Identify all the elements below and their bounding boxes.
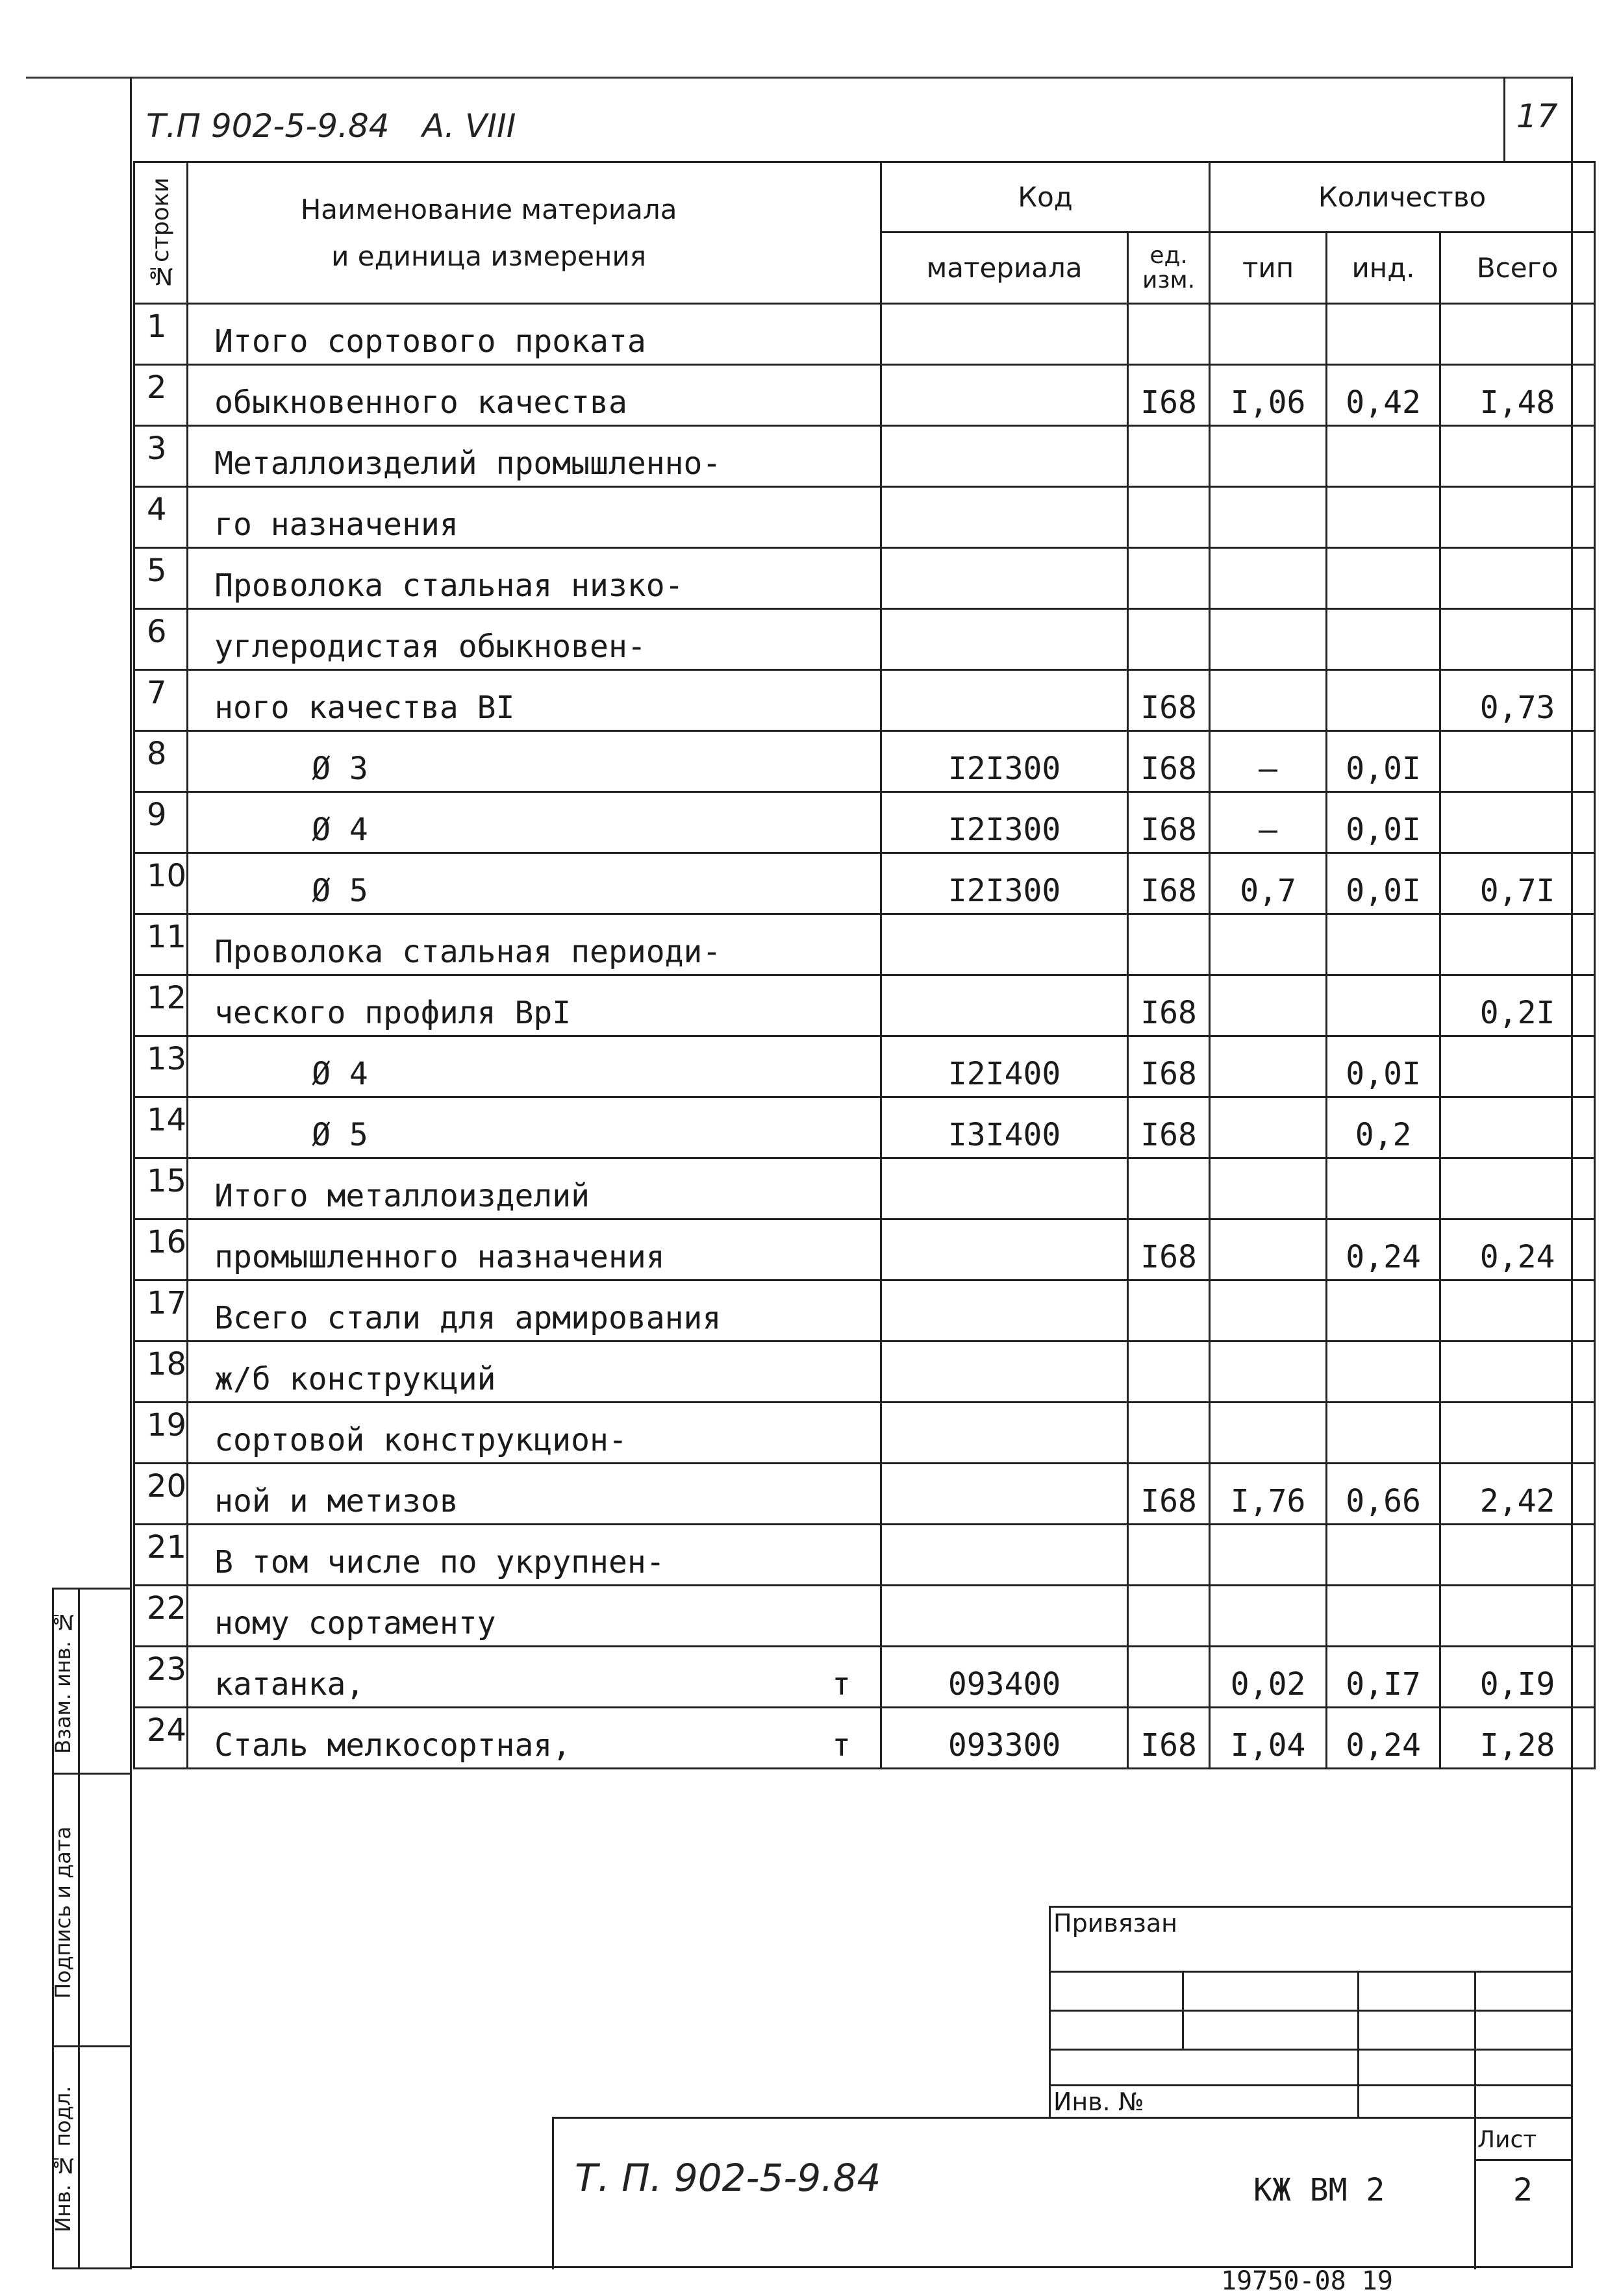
list-value: 2 [1513, 2172, 1533, 2208]
row-qty-total: 0,2I [1440, 975, 1595, 1036]
row-name-text: Итого металлоизделий [214, 1178, 590, 1214]
header-name [188, 162, 881, 304]
privyazan-line-2 [1049, 2010, 1573, 2012]
row-unit-code [1128, 1647, 1210, 1708]
row-qty-total [1440, 304, 1595, 365]
row-material-code [881, 1403, 1128, 1464]
row-number: 22 [134, 1586, 188, 1647]
row-name [188, 1036, 881, 1097]
privyazan-label: Привязан [1053, 1909, 1177, 1938]
row-material-code: 093400 [881, 1647, 1128, 1708]
row-name-text: Ø 5 [312, 1117, 368, 1153]
row-material-code [881, 609, 1128, 670]
row-name [188, 1525, 881, 1586]
row-qty-ind: 0,I7 [1327, 1647, 1440, 1708]
row-name [188, 1586, 881, 1647]
row-number: 9 [134, 792, 188, 853]
table-row [134, 1036, 1595, 1097]
row-qty-total: 0,7I [1440, 853, 1595, 914]
row-unit-code: I68 [1128, 1219, 1210, 1280]
row-unit-code: I68 [1128, 1708, 1210, 1769]
row-material-code [881, 914, 1128, 975]
row-name [188, 1158, 881, 1219]
row-qty-type [1210, 1586, 1327, 1647]
row-number: 18 [134, 1341, 188, 1403]
row-name-text: ж/б конструкций [214, 1361, 496, 1397]
row-qty-ind [1327, 304, 1440, 365]
row-material-code [881, 1341, 1128, 1403]
header-album: А. VIII [422, 107, 516, 145]
privyazan-line-4 [1049, 2084, 1573, 2086]
row-qty-total [1440, 1158, 1595, 1219]
row-name [188, 1708, 881, 1769]
row-number: 10 [134, 853, 188, 914]
row-name [188, 304, 881, 365]
header-quantity: Количество [1210, 162, 1595, 232]
row-name [188, 1219, 881, 1280]
row-material-code: I2I300 [881, 792, 1128, 853]
row-qty-type [1210, 1525, 1327, 1586]
row-name [188, 1403, 881, 1464]
table-row [134, 365, 1595, 426]
header-code-material: материала [881, 232, 1128, 304]
row-qty-ind: 0,42 [1327, 365, 1440, 426]
stamp-mark: КЖ ВМ 2 [1253, 2172, 1385, 2208]
row-unit-code: I68 [1128, 731, 1210, 792]
row-qty-type: I,04 [1210, 1708, 1327, 1769]
row-name-text: Ø 3 [312, 751, 368, 787]
row-qty-total: 0,24 [1440, 1219, 1595, 1280]
side-stamp-vline [78, 1588, 80, 2269]
table-row [134, 792, 1595, 853]
table-row [134, 1219, 1595, 1280]
table-row [134, 975, 1595, 1036]
side-stamp-vzam-inv: Взам. инв. № [51, 1610, 75, 1754]
row-qty-type [1210, 670, 1327, 731]
row-number: 17 [134, 1280, 188, 1341]
row-qty-ind [1327, 1280, 1440, 1341]
row-qty-type [1210, 1097, 1327, 1158]
row-unit-code [1128, 1525, 1210, 1586]
archive-number: 19750-08 19 [1221, 2266, 1393, 2296]
row-unit-code: I68 [1128, 670, 1210, 731]
row-material-code [881, 1464, 1128, 1525]
row-qty-ind [1327, 670, 1440, 731]
row-name [188, 609, 881, 670]
row-qty-total [1440, 1586, 1595, 1647]
row-material-code [881, 1586, 1128, 1647]
stamp-doc-code: Т. П. 902-5-9.84 [575, 2156, 881, 2200]
row-name [188, 1341, 881, 1403]
row-name-text: ному сортаменту [214, 1605, 496, 1641]
side-stamp-podpis: Подпись и дата [51, 1826, 75, 1999]
row-name-text: промышленного назначения [214, 1239, 665, 1275]
page-number: 17 [1516, 97, 1558, 135]
row-qty-ind [1327, 487, 1440, 548]
row-number: 6 [134, 609, 188, 670]
row-qty-ind [1327, 426, 1440, 487]
row-qty-type [1210, 1341, 1327, 1403]
row-unit-code [1128, 609, 1210, 670]
row-number: 14 [134, 1097, 188, 1158]
row-material-code: 093300 [881, 1708, 1128, 1769]
row-name-text: го назначения [214, 506, 458, 543]
row-name [188, 792, 881, 853]
row-number: 7 [134, 670, 188, 731]
row-qty-total [1440, 1525, 1595, 1586]
table-row [134, 1525, 1595, 1586]
row-name [188, 975, 881, 1036]
row-number: 2 [134, 365, 188, 426]
table-row [134, 1280, 1595, 1341]
table-row [134, 853, 1595, 914]
row-unit-code [1128, 914, 1210, 975]
table-row [134, 1158, 1595, 1219]
row-unit-code [1128, 1158, 1210, 1219]
row-qty-ind: 0,24 [1327, 1708, 1440, 1769]
row-qty-type: – [1210, 792, 1327, 853]
row-unit-code [1128, 548, 1210, 609]
row-qty-ind [1327, 1341, 1440, 1403]
privyazan-line-1 [1049, 1971, 1573, 1973]
row-name [188, 731, 881, 792]
table-row [134, 914, 1595, 975]
side-stamp-inv-podl: Инв. № подл. [51, 2086, 75, 2232]
header-qty-type: тип [1210, 232, 1327, 304]
row-name-text: ного качества ВI [214, 690, 515, 726]
privyazan-line-3 [1049, 2049, 1573, 2051]
row-qty-total: 0,73 [1440, 670, 1595, 731]
row-qty-type [1210, 609, 1327, 670]
row-material-code [881, 1525, 1128, 1586]
row-unit-code [1128, 1341, 1210, 1403]
row-number: 12 [134, 975, 188, 1036]
row-qty-type: 0,02 [1210, 1647, 1327, 1708]
list-divider [1474, 2159, 1573, 2161]
row-material-code [881, 1219, 1128, 1280]
row-unit-code [1128, 1403, 1210, 1464]
row-unit-code: I68 [1128, 792, 1210, 853]
row-material-code [881, 426, 1128, 487]
table-row [134, 1341, 1595, 1403]
row-name-text: Сталь мелкосортная, [214, 1727, 571, 1764]
row-unit: т [832, 1666, 851, 1703]
row-name [188, 548, 881, 609]
row-name-text: Ø 4 [312, 1056, 368, 1092]
row-qty-total [1440, 731, 1595, 792]
header-qty-ind: инд. [1327, 232, 1440, 304]
row-qty-ind [1327, 914, 1440, 975]
row-name-text: сортовой конструкцион- [214, 1422, 627, 1458]
row-qty-ind: 0,0I [1327, 853, 1440, 914]
row-material-code: I2I300 [881, 731, 1128, 792]
row-qty-total [1440, 1280, 1595, 1341]
row-name [188, 426, 881, 487]
row-qty-total: 2,42 [1440, 1464, 1595, 1525]
row-material-code [881, 1280, 1128, 1341]
row-number: 5 [134, 548, 188, 609]
table-row [134, 609, 1595, 670]
row-number: 23 [134, 1647, 188, 1708]
row-qty-total [1440, 487, 1595, 548]
row-name-text: Проволока стальная низко- [214, 568, 684, 604]
materials-table [133, 161, 1596, 1769]
row-unit-code [1128, 1586, 1210, 1647]
row-qty-total [1440, 1403, 1595, 1464]
row-unit-code: I68 [1128, 1097, 1210, 1158]
row-name [188, 914, 881, 975]
row-name [188, 1647, 881, 1708]
row-qty-ind [1327, 548, 1440, 609]
row-material-code [881, 548, 1128, 609]
row-unit-code: I68 [1128, 1464, 1210, 1525]
table-row [134, 1464, 1595, 1525]
inv-no-label: Инв. № [1053, 2088, 1144, 2116]
side-stamp-divider-2 [52, 2045, 132, 2047]
row-number: 21 [134, 1525, 188, 1586]
row-qty-total [1440, 1341, 1595, 1403]
row-qty-ind [1327, 1525, 1440, 1586]
row-name-text: катанка, [214, 1666, 365, 1703]
row-qty-ind [1327, 1158, 1440, 1219]
row-material-code [881, 975, 1128, 1036]
row-name-text: Ø 5 [312, 873, 368, 909]
row-name [188, 1464, 881, 1525]
row-qty-total [1440, 609, 1595, 670]
row-unit-code [1128, 304, 1210, 365]
row-qty-type [1210, 1280, 1327, 1341]
table-row [134, 426, 1595, 487]
row-name [188, 853, 881, 914]
row-number: 19 [134, 1403, 188, 1464]
side-stamp-divider-1 [52, 1773, 132, 1775]
row-qty-total [1440, 548, 1595, 609]
row-unit: т [832, 1727, 851, 1764]
row-name-text: В том числе по укрупнен- [214, 1544, 665, 1580]
header-name-line-2: и единица измерения [331, 240, 647, 272]
row-qty-type [1210, 914, 1327, 975]
row-qty-type: I,76 [1210, 1464, 1327, 1525]
row-qty-ind [1327, 1586, 1440, 1647]
row-name-text: Ø 4 [312, 812, 368, 848]
row-qty-total [1440, 1097, 1595, 1158]
row-qty-type [1210, 975, 1327, 1036]
header-doc-code: Т.П 902-5-9.84 [146, 107, 390, 145]
row-unit-code [1128, 1280, 1210, 1341]
row-qty-ind [1327, 609, 1440, 670]
row-qty-type [1210, 1403, 1327, 1464]
row-unit-code: I68 [1128, 1036, 1210, 1097]
row-material-code: I2I400 [881, 1036, 1128, 1097]
row-material-code: I3I400 [881, 1097, 1128, 1158]
row-qty-total [1440, 792, 1595, 853]
row-qty-type [1210, 1219, 1327, 1280]
row-qty-total [1440, 914, 1595, 975]
row-number: 24 [134, 1708, 188, 1769]
row-qty-ind: 0,2 [1327, 1097, 1440, 1158]
header-name-line-1: Наименование материала [300, 193, 677, 225]
table-row [134, 304, 1595, 365]
row-unit-code: I68 [1128, 975, 1210, 1036]
row-number: 15 [134, 1158, 188, 1219]
row-name [188, 1280, 881, 1341]
row-qty-total [1440, 426, 1595, 487]
table-row [134, 1097, 1595, 1158]
row-material-code [881, 1158, 1128, 1219]
row-material-code [881, 365, 1128, 426]
table-row [134, 1403, 1595, 1464]
row-name-text: обыкновенного качества [214, 384, 627, 421]
row-qty-type: I,06 [1210, 365, 1327, 426]
row-name-text: Итого сортового проката [214, 323, 646, 360]
table-row [134, 670, 1595, 731]
row-unit-code [1128, 426, 1210, 487]
row-qty-ind: 0,0I [1327, 1036, 1440, 1097]
table-row [134, 1647, 1595, 1708]
row-unit-code: I68 [1128, 853, 1210, 914]
row-number: 13 [134, 1036, 188, 1097]
row-name-text: Проволока стальная периоди- [214, 934, 722, 970]
header-code-unit: ед. изм. [1128, 232, 1210, 304]
table-row [134, 731, 1595, 792]
table-row [134, 1708, 1595, 1769]
row-qty-total: 0,I9 [1440, 1647, 1595, 1708]
row-unit-code: I68 [1128, 365, 1210, 426]
row-qty-total: I,28 [1440, 1708, 1595, 1769]
row-qty-type [1210, 1158, 1327, 1219]
row-material-code [881, 304, 1128, 365]
row-qty-ind [1327, 1403, 1440, 1464]
row-name [188, 487, 881, 548]
row-qty-type: 0,7 [1210, 853, 1327, 914]
row-name-text: ческого профиля ВрI [214, 995, 571, 1031]
row-name-text: углеродистая обыкновен- [214, 629, 646, 665]
row-qty-total: I,48 [1440, 365, 1595, 426]
row-qty-type [1210, 1036, 1327, 1097]
row-number: 20 [134, 1464, 188, 1525]
row-qty-type [1210, 304, 1327, 365]
row-name-text: Всего стали для армирования [214, 1300, 722, 1336]
table-row [134, 548, 1595, 609]
row-number: 3 [134, 426, 188, 487]
table-row [134, 1586, 1595, 1647]
row-qty-ind: 0,24 [1327, 1219, 1440, 1280]
row-qty-type: – [1210, 731, 1327, 792]
row-name [188, 1097, 881, 1158]
row-number: 16 [134, 1219, 188, 1280]
table-row [134, 487, 1595, 548]
row-name [188, 670, 881, 731]
row-number: 4 [134, 487, 188, 548]
row-name-text: Металлоизделий промышленно- [214, 445, 722, 482]
header-row-no: №строки [134, 162, 188, 304]
row-qty-ind: 0,0I [1327, 792, 1440, 853]
row-number: 1 [134, 304, 188, 365]
row-qty-total [1440, 1036, 1595, 1097]
privyazan-vline-1 [1182, 1971, 1184, 2049]
row-number: 8 [134, 731, 188, 792]
row-qty-type [1210, 487, 1327, 548]
row-qty-ind: 0,66 [1327, 1464, 1440, 1525]
row-name [188, 365, 881, 426]
row-name-text: ной и метизов [214, 1483, 458, 1519]
row-qty-ind [1327, 975, 1440, 1036]
row-qty-type [1210, 426, 1327, 487]
row-qty-type [1210, 548, 1327, 609]
row-qty-ind: 0,0I [1327, 731, 1440, 792]
row-number: 11 [134, 914, 188, 975]
header-code: Код [881, 162, 1210, 232]
row-material-code: I2I300 [881, 853, 1128, 914]
row-material-code [881, 670, 1128, 731]
row-material-code [881, 487, 1128, 548]
header-qty-total: Всего [1440, 232, 1595, 304]
list-label: Лист [1477, 2127, 1537, 2153]
row-unit-code [1128, 487, 1210, 548]
privyazan-vline-2 [1357, 1971, 1359, 2117]
